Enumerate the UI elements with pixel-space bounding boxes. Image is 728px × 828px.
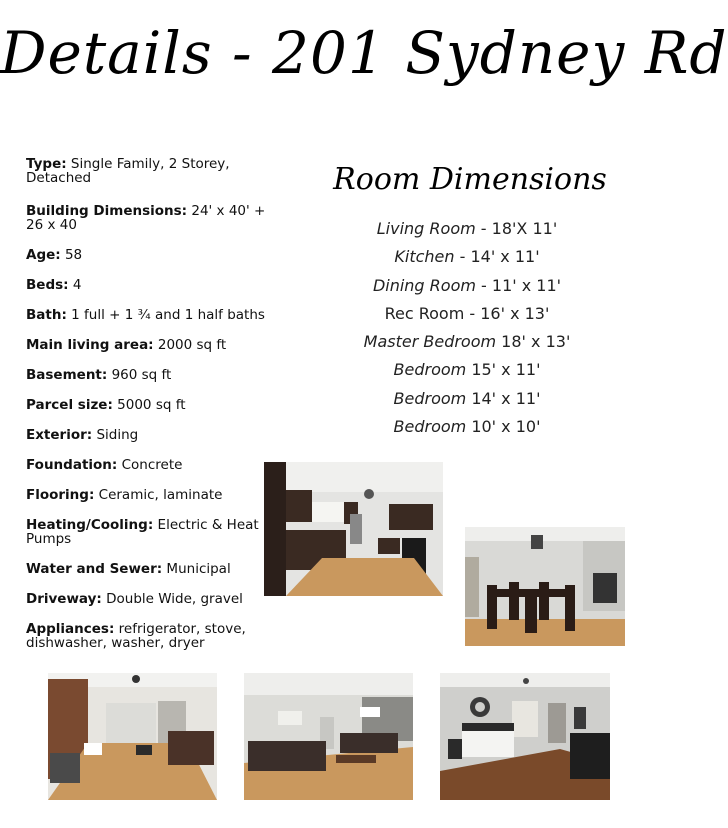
room-master-bedroom: Master Bedroom 18' x 13' <box>363 332 571 351</box>
rec-room-photo <box>48 673 217 800</box>
living-room-photo <box>244 673 413 800</box>
room-kitchen: Kitchen - 14' x 11' <box>394 247 540 266</box>
spec-exterior: Exterior: Siding <box>26 427 139 443</box>
room-rec-room: Rec Room - 16' x 13' <box>384 304 550 323</box>
spec-parcel-size: Parcel size: 5000 sq ft <box>26 397 186 413</box>
spec-bath: Bath: 1 full + 1 ¾ and 1 half baths <box>26 307 265 323</box>
spec-foundation: Foundation: Concrete <box>26 457 183 473</box>
spec-water-sewer: Water and Sewer: Municipal <box>26 561 231 577</box>
room-living-room: Living Room - 18'X 11' <box>376 219 558 238</box>
spec-type: Type: Single Family, 2 Storey, Detached <box>26 156 230 186</box>
room-bedroom-1: Bedroom 15' x 11' <box>393 360 541 379</box>
page-title: Details - 201 Sydney Rd <box>0 19 728 87</box>
spec-age: Age: 58 <box>26 247 83 263</box>
spec-driveway: Driveway: Double Wide, gravel <box>26 591 243 607</box>
room-bedroom-3: Bedroom 10' x 10' <box>393 417 541 436</box>
dining-room-photo <box>465 527 625 646</box>
spec-basement: Basement: 960 sq ft <box>26 367 172 383</box>
spec-flooring: Flooring: Ceramic, laminate <box>26 487 223 503</box>
spec-appliances: Appliances: refrigerator, stove, dishwasher, washer, dryer <box>26 621 246 651</box>
master-bedroom-photo <box>440 673 610 800</box>
kitchen-photo <box>264 462 443 596</box>
spec-beds: Beds: 4 <box>26 277 82 293</box>
room-dimensions-heading: Room Dimensions <box>333 162 607 197</box>
spec-heating-cooling: Heating/Cooling: Electric & Heat Pumps <box>26 517 259 547</box>
spec-main-living-area: Main living area: 2000 sq ft <box>26 337 227 353</box>
room-dining-room: Dining Room - 11' x 11' <box>372 276 562 295</box>
spec-building-dimensions: Building Dimensions: 24' x 40' + 26 x 40 <box>26 203 266 233</box>
room-bedroom-2: Bedroom 14' x 11' <box>393 389 541 408</box>
